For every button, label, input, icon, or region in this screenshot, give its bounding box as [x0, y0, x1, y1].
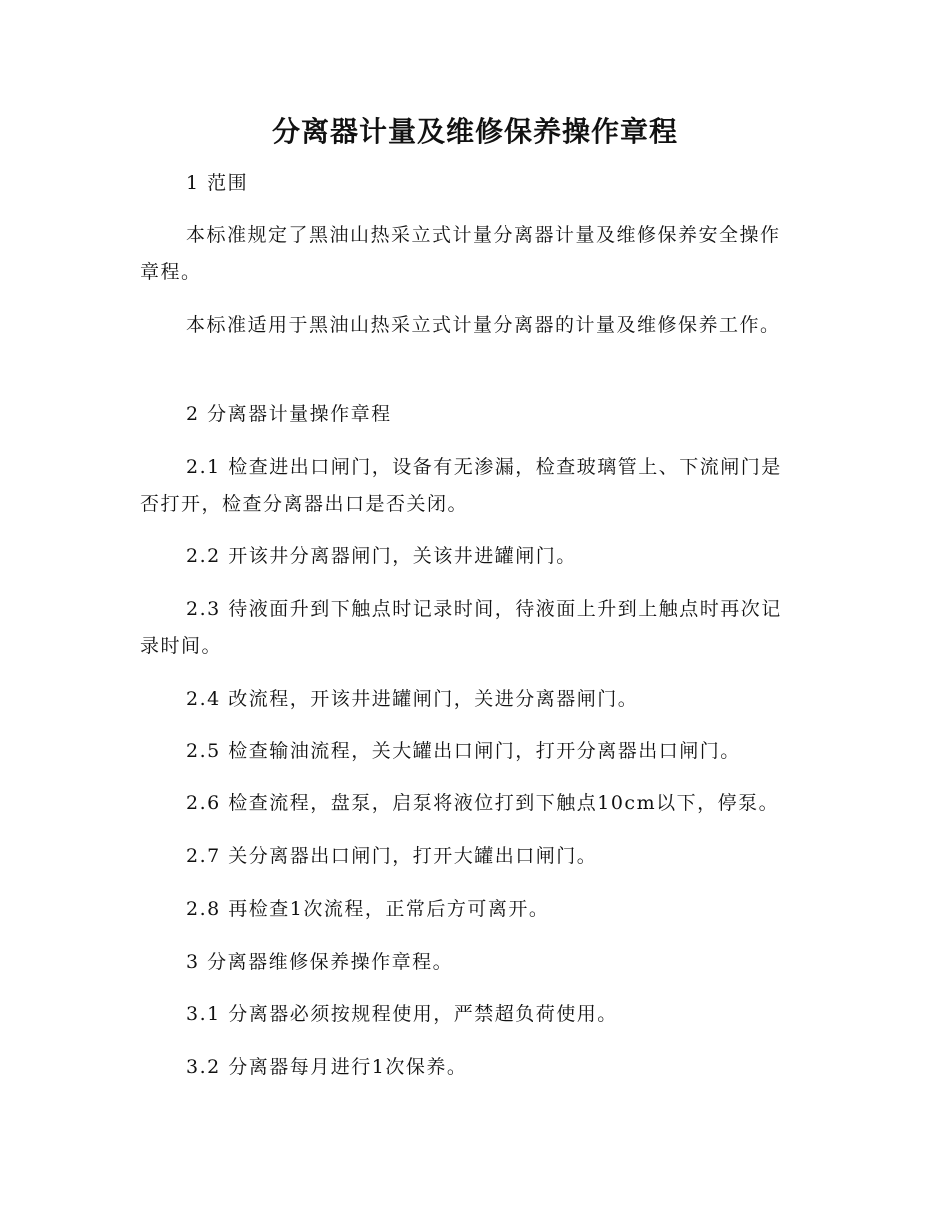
paragraph-3-1: 3.1 分离器必须按规程使用，严禁超负荷使用。	[186, 1003, 618, 1025]
paragraph-2-4: 2.4 改流程，开该井进罐闸门，关进分离器闸门。	[186, 688, 639, 710]
paragraph-2-1: 2.1 检查进出口闸门，设备有无渗漏，检查玻璃管上、下流闸门是否打开，检查分离器出口是否关闭。	[140, 456, 782, 515]
section-heading-maintenance: 3 分离器维修保养操作章程。	[186, 951, 454, 973]
paragraph-scope-definition: 本标准规定了黑油山热采立式计量分离器计量及维修保养安全操作章程。	[140, 224, 781, 283]
paragraph-2-2: 2.2 开该井分离器闸门，关该井进罐闸门。	[186, 545, 577, 567]
paragraph-3-2: 3.2 分离器每月进行1次保养。	[186, 1056, 468, 1078]
document-title: 分离器计量及维修保养操作章程	[271, 115, 678, 148]
paragraph-2-3: 2.3 待液面升到下触点时记录时间，待液面上升到上触点时再次记录时间。	[140, 598, 782, 657]
paragraph-2-7: 2.7 关分离器出口闸门，打开大罐出口闸门。	[186, 845, 598, 867]
section-heading-metering: 2 分离器计量操作章程	[186, 403, 392, 425]
paragraph-scope-applicability: 本标准适用于黑油山热采立式计量分离器的计量及维修保养工作。	[186, 314, 781, 336]
paragraph-2-6: 2.6 检查流程，盘泵，启泵将液位打到下触点10cm以下，停泵。	[186, 792, 780, 814]
paragraph-2-8: 2.8 再检查1次流程，正常后方可离开。	[186, 898, 550, 920]
paragraph-2-5: 2.5 检查输油流程，关大罐出口闸门，打开分离器出口闸门。	[186, 740, 741, 762]
section-heading-scope: 1 范围	[186, 172, 249, 194]
